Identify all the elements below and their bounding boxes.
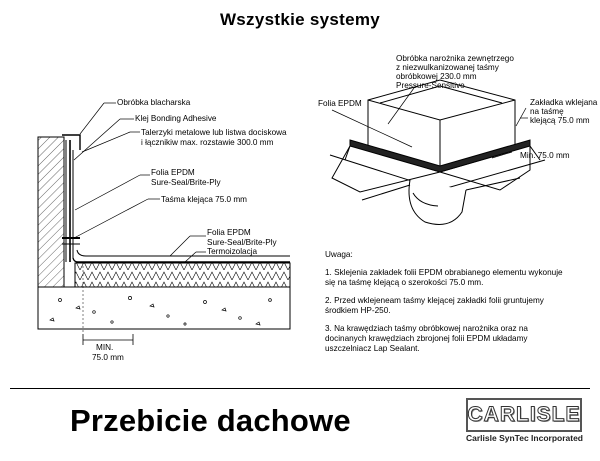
note-2-line1: 2. Przed wklejeneam taśmy klejącej zakładki folii gruntujemy <box>325 296 544 305</box>
label-epdm-upper-line2: Sure-Seal/Brite-Ply <box>151 178 221 187</box>
notes-heading: Uwaga: <box>325 250 353 259</box>
label-tape-upper: Taśma klejąca 75.0 mm <box>161 195 247 204</box>
note-1-line1: 1. Sklejenia zakładek folii EPDM obrabianego elementu wykonuje <box>325 268 563 277</box>
note-1-line2: się na taśmę klejącą o szerokości 75.0 mm. <box>325 278 484 287</box>
note-2-line2: środkiem HP-250. <box>325 306 391 315</box>
label-corner-flashing-line2: z niezwulkanizowanej taśmy <box>396 63 499 72</box>
label-insulation: Termoizolacja <box>207 247 258 256</box>
carlisle-logo <box>466 398 582 432</box>
label-corner-flashing-line1: Obróbka narożnika zewnętrzego <box>396 54 514 63</box>
label-tape-overlap-line3: klejącą 75.0 mm <box>530 116 590 125</box>
label-corner-flashing-line3: obróbkowej 230.0 mm <box>396 72 477 81</box>
dimension-value-label: 75.0 mm <box>92 353 124 362</box>
label-epdm-lower-line2: Sure-Seal/Brite-Ply <box>207 238 277 247</box>
footer-title: Przebicie dachowe <box>70 403 351 438</box>
sheet-title: Wszystkie systemy <box>219 10 381 29</box>
label-metal-plates-line1: Talerzyki metalowe lub listwa dociskowa <box>141 128 287 137</box>
logo-text: CARLISLE <box>467 403 581 426</box>
label-corner-flashing-line4: Pressure-Sensitive <box>396 81 465 90</box>
note-3-line3: uszczelniacz Lap Sealant. <box>325 344 420 353</box>
label-epdm-lower-line1: Folia EPDM <box>207 228 251 237</box>
label-bonding-adhesive: Klej Bonding Adhesive <box>135 114 217 123</box>
dimension-min-label: MIN. <box>96 343 114 352</box>
label-epdm-right: Folia EPDM <box>318 99 362 108</box>
label-tape-overlap-line1: Zakładka wklejana <box>530 98 598 107</box>
label-metal-flashing: Obróbka blacharska <box>117 98 191 107</box>
logo-subtitle: Carlisle SynTec Incorporated <box>466 433 583 443</box>
label-min-right: Min. 75.0 mm <box>520 151 570 160</box>
note-3-line2: docinanych krawędziach zbrojonej folii EPDM układamy <box>325 334 528 343</box>
label-tape-overlap-line2: na taśmę <box>530 107 564 116</box>
note-3-line1: 3. Na krawędziach taśmy obróbkowej narożnika oraz na <box>325 324 528 333</box>
label-epdm-upper-line1: Folia EPDM <box>151 168 195 177</box>
label-metal-plates-line2: i łącznikiw max. rozstawie 300.0 mm <box>141 138 274 147</box>
